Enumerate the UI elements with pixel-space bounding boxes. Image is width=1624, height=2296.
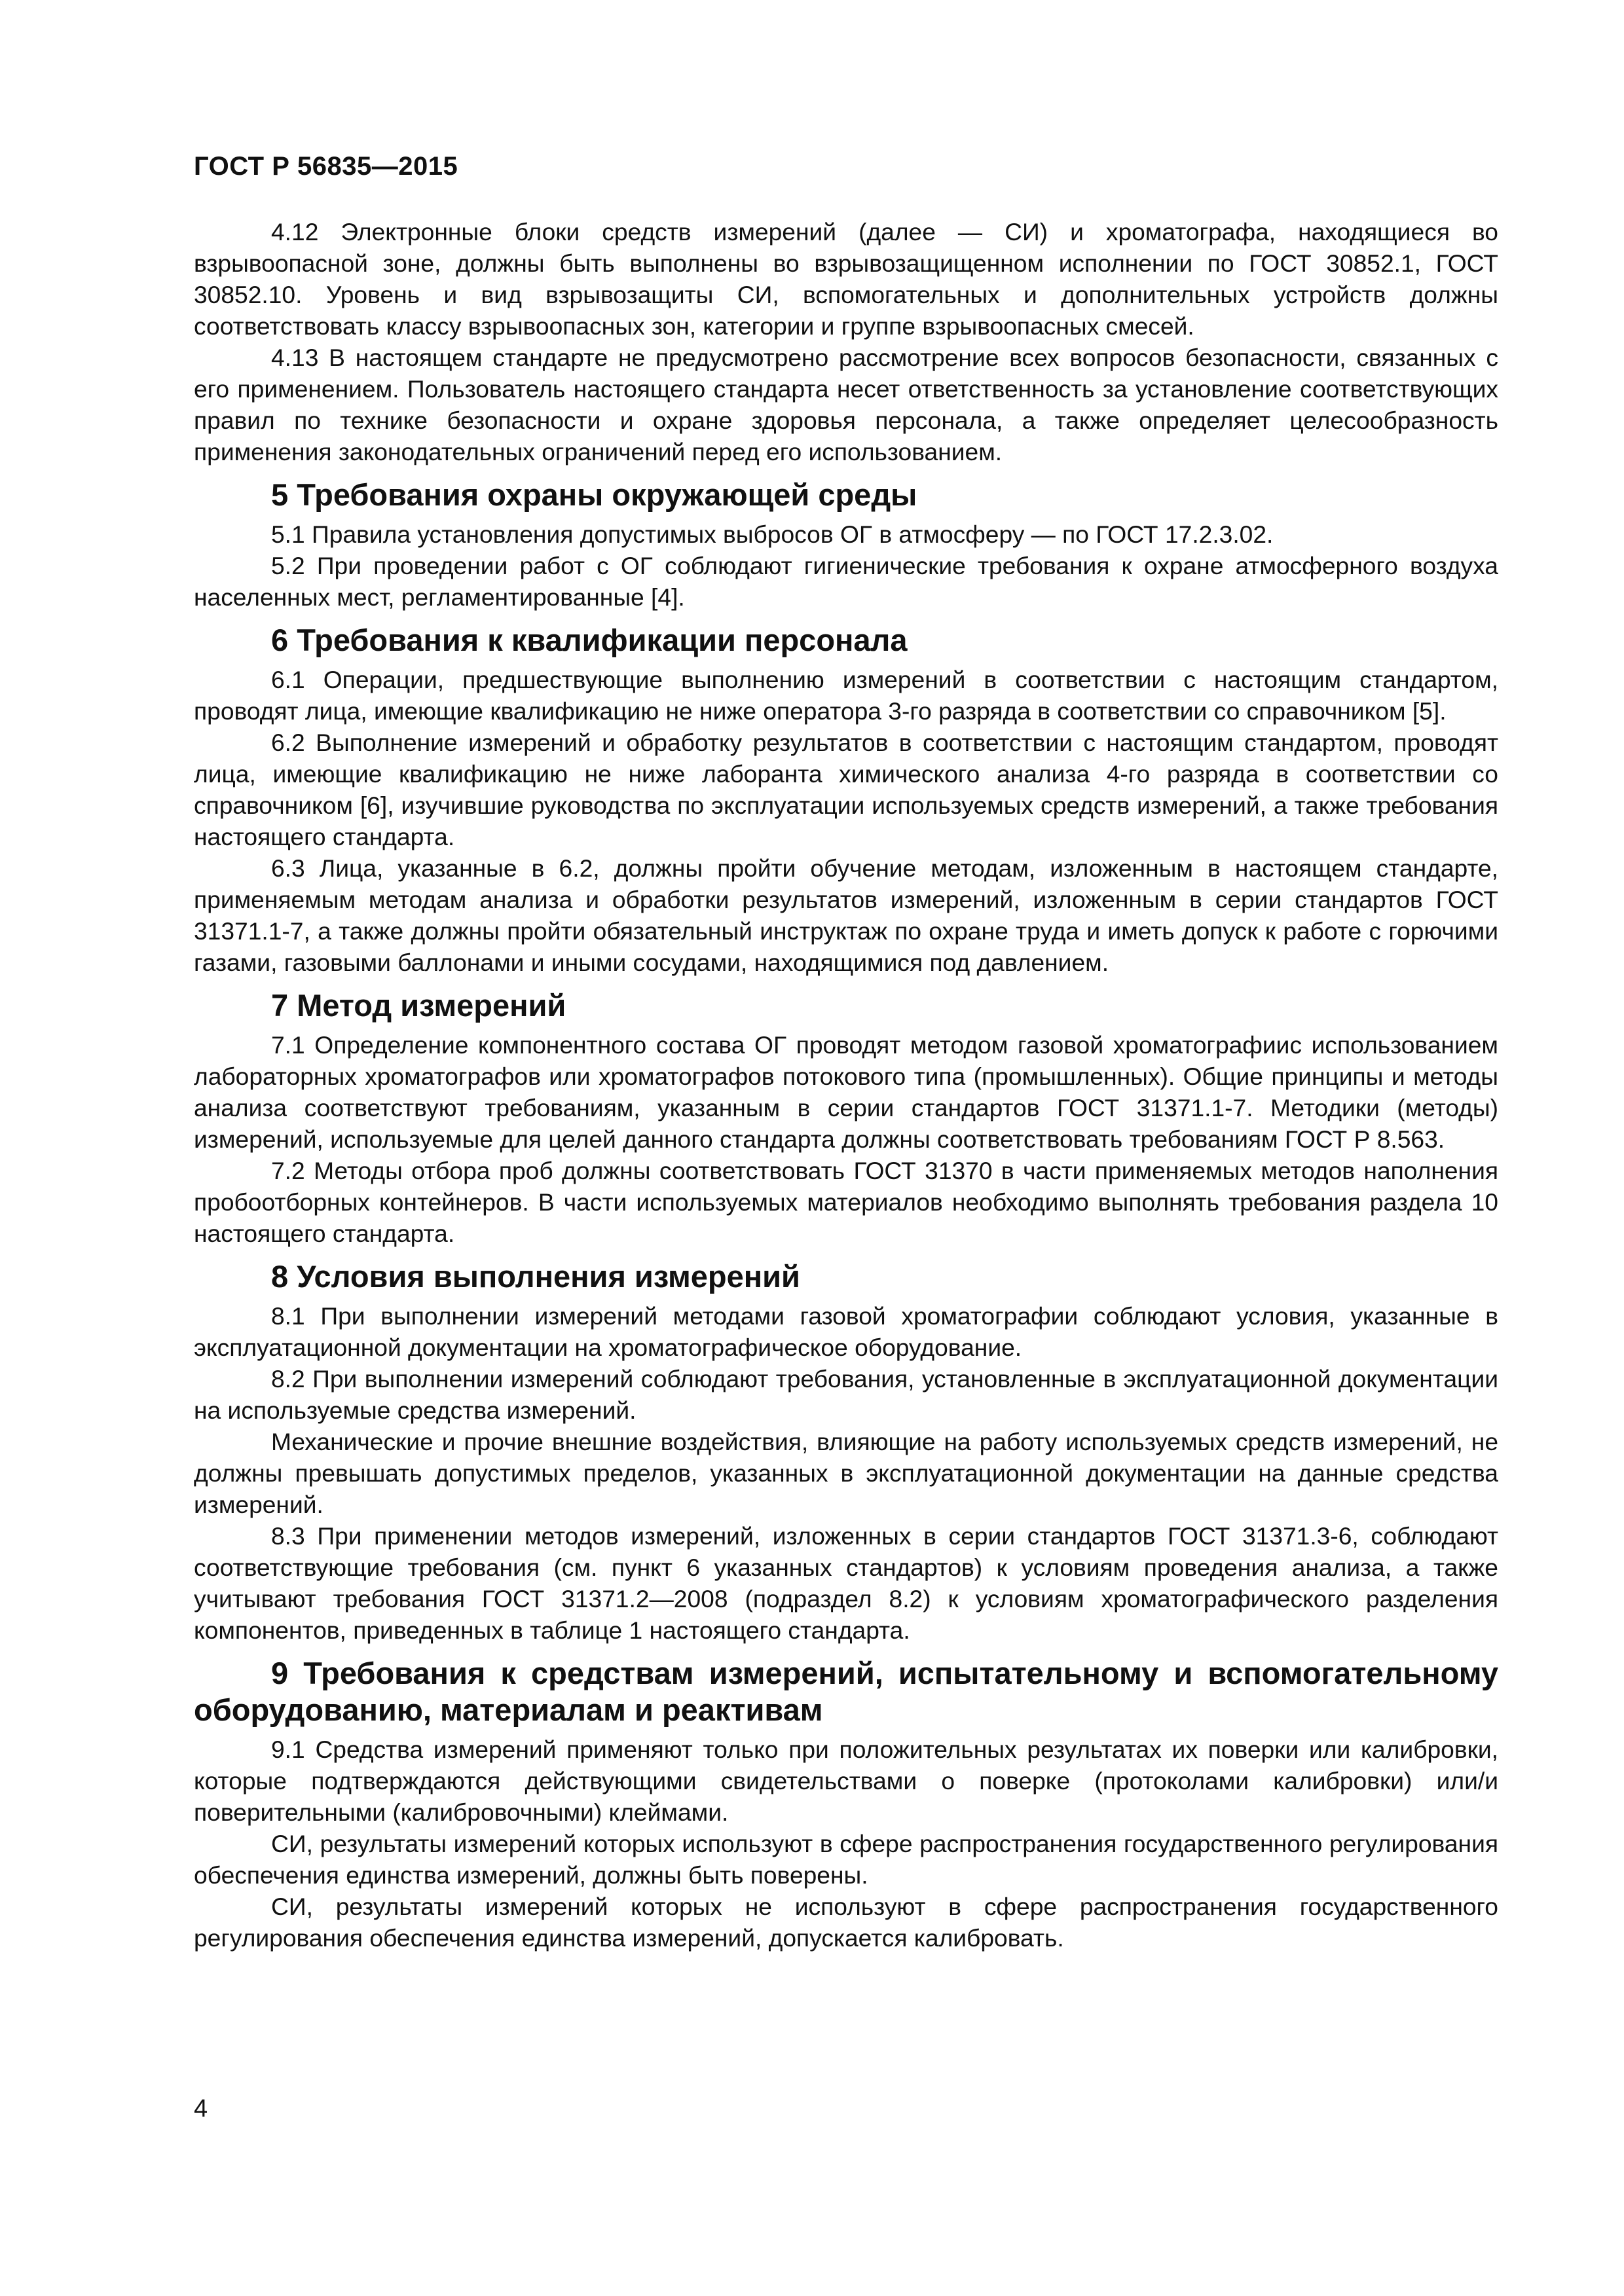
paragraph-6-2: 6.2 Выполнение измерений и обработку результатов в соответствии с настоящим стандартом, проводят лица, имеющие квалификацию не ниже лаборанта химического анализа 4-го разряда в соответствии со справочником [6], изучившие руководства по эксплуатации используемых средств измерений, а также требования настоящего стандарта. [194,729,1498,850]
paragraph-7-1: 7.1 Определение компонентного состава ОГ проводят методом газовой хроматографиис использованием лабораторных хроматографов или хроматографов потокового типа (промышленных). Общие принципы и методы анализа соответствуют требованиям, указанным в серии стандартов ГОСТ 31371.1-7. Методики (методы) измерений, используемые для целей данного стандарта должны соответствовать требованиям ГОСТ Р 8.563. [194,1031,1498,1153]
section-heading-7: 7 Метод измерений [271,988,566,1023]
document-body [194,216,1498,1954]
paragraph-9-1: 9.1 Средства измерений применяют только при положительных результатах их поверки или калибровки, которые подтверждаются действующими свидетельствами о поверке (протоколами калибровки) или/и поверительными (калибровочными) клеймами. [194,1736,1498,1826]
paragraph-8-1: 8.1 При выполнении измерений методами газовой хроматографии соблюдают условия, указанные в эксплуатационной документации на хроматографическое оборудование. [194,1302,1498,1361]
document-code-header: ГОСТ Р 56835—2015 [194,152,458,181]
paragraph-7-2: 7.2 Методы отбора проб должны соответствовать ГОСТ 31370 в части применяемых методов наполнения пробоотборных контейнеров. В части используемых материалов необходимо выполнять требования раздела 10 настоящего стандарта. [194,1157,1498,1247]
paragraph-8-2-continued: Механические и прочие внешние воздействия, влияющие на работу используемых средств измерений, не должны превышать допустимых пределов, указанных в эксплуатационной документации на данные средства измерений. [194,1428,1498,1518]
page-number: 4 [194,2095,208,2123]
paragraph-9-1-continued-2: СИ, результаты измерений которых не используют в сфере распространения государственного регулирования обеспечения единства измерений, допускается калибровать. [194,1893,1498,1952]
paragraph-6-1: 6.1 Операции, предшествующие выполнению измерений в соответствии с настоящим стандартом, проводят лица, имеющие квалификацию не ниже оператора 3-го разряда в соответствии со справочником [5]. [194,666,1498,725]
section-heading-6: 6 Требования к квалификации персонала [271,623,908,657]
paragraph-8-3: 8.3 При применении методов измерений, изложенных в серии стандартов ГОСТ 31371.3-6, соблюдают соответствующие требования (см. пункт 6 указанных стандартов) к условиям проведения анализа, а также учитывают требования ГОСТ 31371.2—2008 (подраздел 8.2) к условиям хроматографического разделения компонентов, приведенных в таблице 1 настоящего стандарта. [194,1522,1498,1644]
paragraph-9-1-continued: СИ, результаты измерений которых используют в сфере распространения государственного регулирования обеспечения единства измерений, должны быть поверены. [194,1830,1498,1889]
paragraph-4-12: 4.12 Электронные блоки средств измерений (далее — СИ) и хроматографа, находящиеся во взрывоопасной зоне, должны быть выполнены во взрывозащищенном исполнении по ГОСТ 30852.1, ГОСТ 30852.10. Уровень и вид взрывозащиты СИ, вспомогательных и дополнительных устройств должны соответствовать классу взрывоопасных зон, категории и группе взрывоопасных смесей. [194,218,1498,340]
section-heading-9: 9 Требования к средствам измерений, испытательному и вспомогательному оборудованию, материалам и реактивам [194,1656,1498,1727]
section-heading-8: 8 Условия выполнения измерений [271,1259,800,1294]
paragraph-8-2: 8.2 При выполнении измерений соблюдают требования, установленные в эксплуатационной документации на используемые средства измерений. [194,1365,1498,1424]
paragraph-5-1: 5.1 Правила установления допустимых выбросов ОГ в атмосферу — по ГОСТ 17.2.3.02. [271,520,1274,548]
section-heading-5: 5 Требования охраны окружающей среды [271,477,917,512]
paragraph-4-13: 4.13 В настоящем стандарте не предусмотрено рассмотрение всех вопросов безопасности, связанных с его применением. Пользователь настоящего стандарта несет ответственность за установление соответствующих правил по технике безопасности и охране здоровья персонала, а также определяет целесообразность применения законодательных ограничений перед его использованием. [194,344,1498,465]
paragraph-5-2: 5.2 При проведении работ с ОГ соблюдают гигиенические требования к охране атмосферного воздуха населенных мест, регламентированные [4]. [194,552,1498,611]
paragraph-6-3: 6.3 Лица, указанные в 6.2, должны пройти обучение методам, изложенным в настоящем стандарте, применяемым методам анализа и обработки результатов измерений, изложенным в серии стандартов ГОСТ 31371.1-7, а также должны пройти обязательный инструктаж по охране труда и иметь допуск к работе с горючими газами, газовыми баллонами и иными сосудами, находящимися под давлением. [194,854,1498,976]
